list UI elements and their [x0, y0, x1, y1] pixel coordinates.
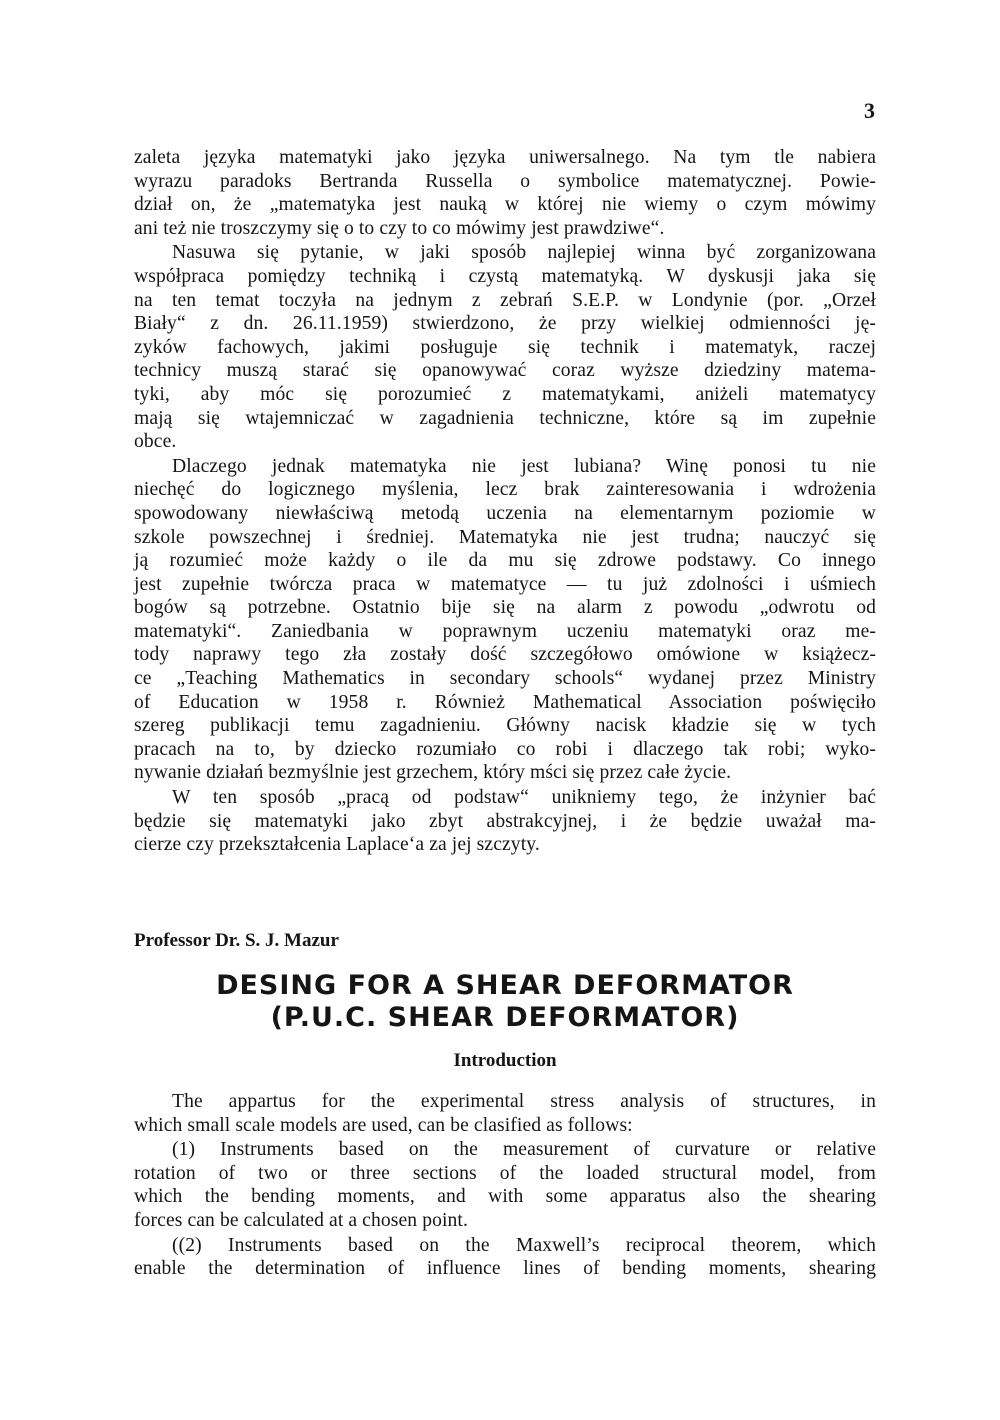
text-line: będzie się matematyki jako zbyt abstrakcyjnej, i że będzie uważał ma- [134, 810, 876, 832]
page-number: 3 [864, 98, 875, 123]
text-line: na ten temat toczyła na jednym z zebrań S.E.P. w Londynie (por. „Orzeł [134, 289, 876, 311]
text-line: obce. [134, 431, 177, 453]
text-line: forces can be calculated at a chosen point. [134, 1209, 468, 1231]
text-line: jest zupełnie twórcza praca w matematyce — tu już zdolności i uśmiech [134, 573, 876, 595]
text-line: nywanie działań bezmyślnie jest grzechem, który mści się przez całe życie. [134, 762, 732, 784]
text-line: tody naprawy tego zła zostały dość szczegółowo omówione w książecz- [134, 644, 876, 666]
text-line: rotation of two or three sections of the loaded structural model, from [134, 1162, 876, 1184]
text-line: niechęć do logicznego myślenia, lecz brak zainteresowania i wdrożenia [134, 479, 876, 501]
text-line: współpraca pomiędzy techniką i czystą matematyką. W dyskusji jaka się [134, 265, 876, 287]
text-line: dział on, że „matematyka jest nauką w której nie wiemy o czym mówimy [134, 194, 876, 216]
article-title [134, 970, 876, 1034]
section-heading-introduction: Introduction [453, 1050, 557, 1071]
paragraph [134, 1138, 876, 1232]
text-line: zyków fachowych, jakimi posługuje się technik i matematyk, raczej [134, 336, 876, 358]
text-line: bogów są potrzebne. Ostatnio bije się na alarm z powodu „odwrotu od [134, 597, 876, 619]
text-line: ((2) Instruments based on the Maxwell’s reciprocal theorem, which [172, 1234, 876, 1256]
paragraph [134, 241, 876, 453]
text-line: wyrazu paradoks Bertranda Russella o symbolice matematycznej. Powie- [134, 170, 876, 192]
text-line: (1) Instruments based on the measurement of curvature or relative [172, 1139, 876, 1161]
article-title-line-2: (P.U.C. SHEAR DEFORMATOR) [270, 1002, 740, 1033]
text-line: Biały“ z dn. 26.11.1959) stwierdzono, że przy wielkiej odmienności ję- [134, 313, 876, 335]
article-title-line-1: DESING FOR A SHEAR DEFORMATOR [216, 970, 794, 1001]
text-line: pracach na to, by dziecko rozumiało co robi i dlaczego tak robi; wyko- [134, 738, 876, 760]
article-author: Professor Dr. S. J. Mazur [134, 930, 339, 951]
text-line: tyki, aby móc się porozumieć z matematykami, aniżeli matematycy [134, 383, 876, 405]
text-line: technicy muszą starać się opanowywać coraz wyższe dziedziny matema- [134, 360, 876, 382]
text-line: which the bending moments, and with some apparatus also the shearing [134, 1186, 876, 1208]
text-line: szereg publikacji temu zagadnieniu. Główny nacisk kładzie się w tych [134, 715, 876, 737]
text-line: Dlaczego jednak matematyka nie jest lubiana? Winę ponosi tu nie [172, 455, 876, 477]
paragraph [134, 786, 876, 857]
text-line: mają się wtajemniczać w zagadnienia techniczne, które są im zupełnie [134, 407, 876, 429]
text-line: spowodowany niewłaściwą metodą uczenia na elementarnym poziomie w [134, 502, 876, 524]
text-line: of Education w 1958 r. Również Mathematical Association poświęciło [134, 691, 876, 713]
text-line: enable the determination of influence lines of bending moments, shearing [134, 1258, 876, 1280]
text-line: W ten sposób „pracą od podstaw“ unikniemy tego, że inżynier bać [172, 787, 876, 809]
paragraph [134, 1234, 876, 1281]
paragraph [134, 1090, 876, 1137]
text-line: which small scale models are used, can be clasified as follows: [134, 1114, 633, 1136]
text-line: ani też nie troszczymy się o to czy to co mówimy jest prawdziwe“. [134, 217, 665, 239]
introduction-text-section [134, 1090, 876, 1282]
text-line: Nasuwa się pytanie, w jaki sposób najlepiej winna być zorganizowana [172, 242, 876, 264]
text-line: zaleta języka matematyki jako języka uniwersalnego. Na tym tle nabiera [134, 147, 876, 168]
text-line: ce „Teaching Mathematics in secondary schools“ wydanej przez Ministry [134, 668, 876, 690]
text-line: The appartus for the experimental stress analysis of structures, in [172, 1091, 876, 1112]
text-line: ją rozumieć może każdy o ile da mu się zdrowe podstawy. Co innego [134, 550, 876, 572]
paragraph [134, 146, 876, 240]
text-line: cierze czy przekształcenia Laplace‘a za jej szczyty. [134, 834, 540, 856]
text-line: matematyki“. Zaniedbania w poprawnym uczeniu matematyki oraz me- [134, 620, 876, 642]
polish-text-section [134, 146, 876, 858]
text-line: szkole powszechnej i średniej. Matematyka nie jest trudna; nauczyć się [134, 526, 876, 548]
paragraph [134, 455, 876, 785]
